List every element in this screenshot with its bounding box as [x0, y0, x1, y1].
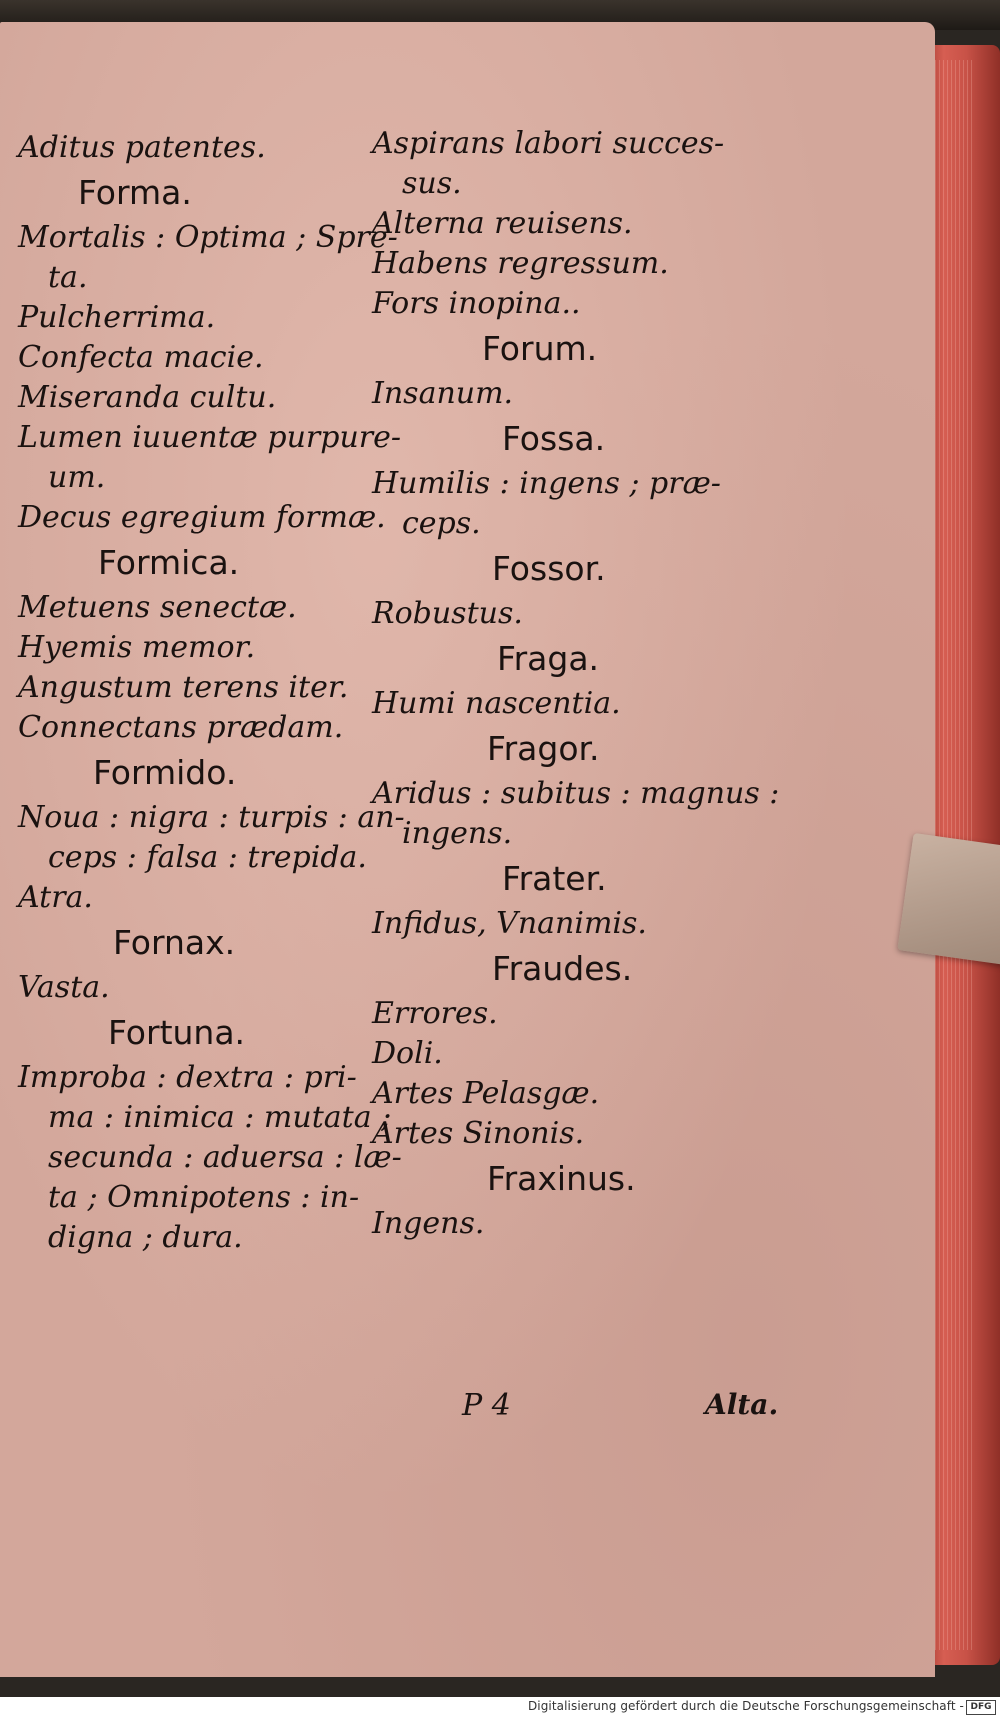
epithet-line: Confecta macie.: [18, 340, 264, 375]
epithet-line: Pulcherrima.: [18, 300, 216, 335]
epithet-line: Aspirans labori succes-: [372, 126, 725, 161]
epithet-line: Artes Sinonis.: [372, 1116, 585, 1151]
epithet-line: Robustus.: [372, 596, 523, 631]
epithet-continuation: ta.: [48, 260, 88, 295]
epithet-continuation: ma : inimica : mutata ;: [48, 1100, 392, 1135]
headword: Fraudes.: [492, 949, 633, 988]
footer-credit: Digitalisierung gefördert durch die Deutsche Forschungsgemeinschaft -: [527, 1699, 964, 1713]
epithet-line: Alterna reuisens.: [372, 206, 633, 241]
footer-bar: [0, 1697, 1000, 1717]
epithet-continuation: sus.: [402, 166, 462, 201]
right-column: [372, 124, 780, 1244]
epithet-line: Humi nascentia.: [372, 686, 621, 721]
epithet-continuation: ta ; Omnipotens : in-: [48, 1180, 360, 1215]
headword: Fortuna.: [108, 1013, 246, 1052]
epithet-line: Habens regressum.: [372, 246, 669, 281]
epithet-line: Decus egregium formæ.: [18, 500, 386, 535]
bookmark-tab: [897, 833, 1000, 965]
dfg-logo: DFG: [966, 1700, 996, 1715]
epithet-line: Aridus : subitus : magnus :: [372, 776, 780, 811]
epithet-line: Atra.: [18, 880, 93, 915]
headword: Fragor.: [487, 729, 600, 768]
epithet-line: Metuens senectæ.: [18, 590, 297, 625]
epithet-line: Insanum.: [372, 376, 514, 411]
headword: Forum.: [482, 329, 598, 368]
epithet-line: Connectans prædam.: [18, 710, 344, 745]
headword: Formica.: [98, 543, 240, 582]
epithet-line: Fors inopina..: [372, 286, 581, 321]
scan-background-bottom: [0, 1677, 1000, 1697]
epithet-line: Errores.: [372, 996, 498, 1031]
epithet-line: Artes Pelasgæ.: [372, 1076, 600, 1111]
epithet-continuation: secunda : aduersa : læ-: [48, 1140, 402, 1175]
epithet-line: Vasta.: [18, 970, 110, 1005]
epithet-line: Miseranda cultu.: [18, 380, 277, 415]
epithet-line: Improba : dextra : pri-: [18, 1060, 357, 1095]
epithet-line: Mortalis : Optima ; Spre-: [18, 220, 398, 255]
left-column: [18, 128, 405, 1258]
epithet-continuation: um.: [48, 460, 106, 495]
epithet-line: Aditus patentes.: [18, 130, 266, 165]
headword: Frater.: [502, 859, 607, 898]
epithet-line: Noua : nigra : turpis : an-: [18, 800, 405, 835]
headword: Fornax.: [113, 923, 236, 962]
epithet-line: Humilis : ingens ; præ-: [372, 466, 721, 501]
headword: Fossa.: [502, 419, 606, 458]
epithet-line: Angustum terens iter.: [18, 670, 349, 705]
epithet-continuation: digna ; dura.: [48, 1220, 243, 1255]
signature-mark: P 4: [462, 1388, 511, 1423]
epithet-line: Infidus, Vnanimis.: [372, 906, 647, 941]
headword: Formido.: [93, 753, 237, 792]
epithet-continuation: ingens.: [402, 816, 513, 851]
headword: Fossor.: [492, 549, 606, 588]
epithet-continuation: ceps.: [402, 506, 481, 541]
headword: Fraga.: [497, 639, 600, 678]
catchword: Alta.: [705, 1388, 779, 1421]
epithet-line: Lumen iuuentæ purpure-: [18, 420, 402, 455]
epithet-line: Ingens.: [372, 1206, 485, 1241]
epithet-line: Doli.: [372, 1036, 443, 1071]
epithet-continuation: ceps : falsa : trepida.: [48, 840, 367, 875]
epithet-line: Hyemis memor.: [18, 630, 256, 665]
headword: Fraxinus.: [487, 1159, 636, 1198]
headword: Forma.: [78, 173, 192, 212]
